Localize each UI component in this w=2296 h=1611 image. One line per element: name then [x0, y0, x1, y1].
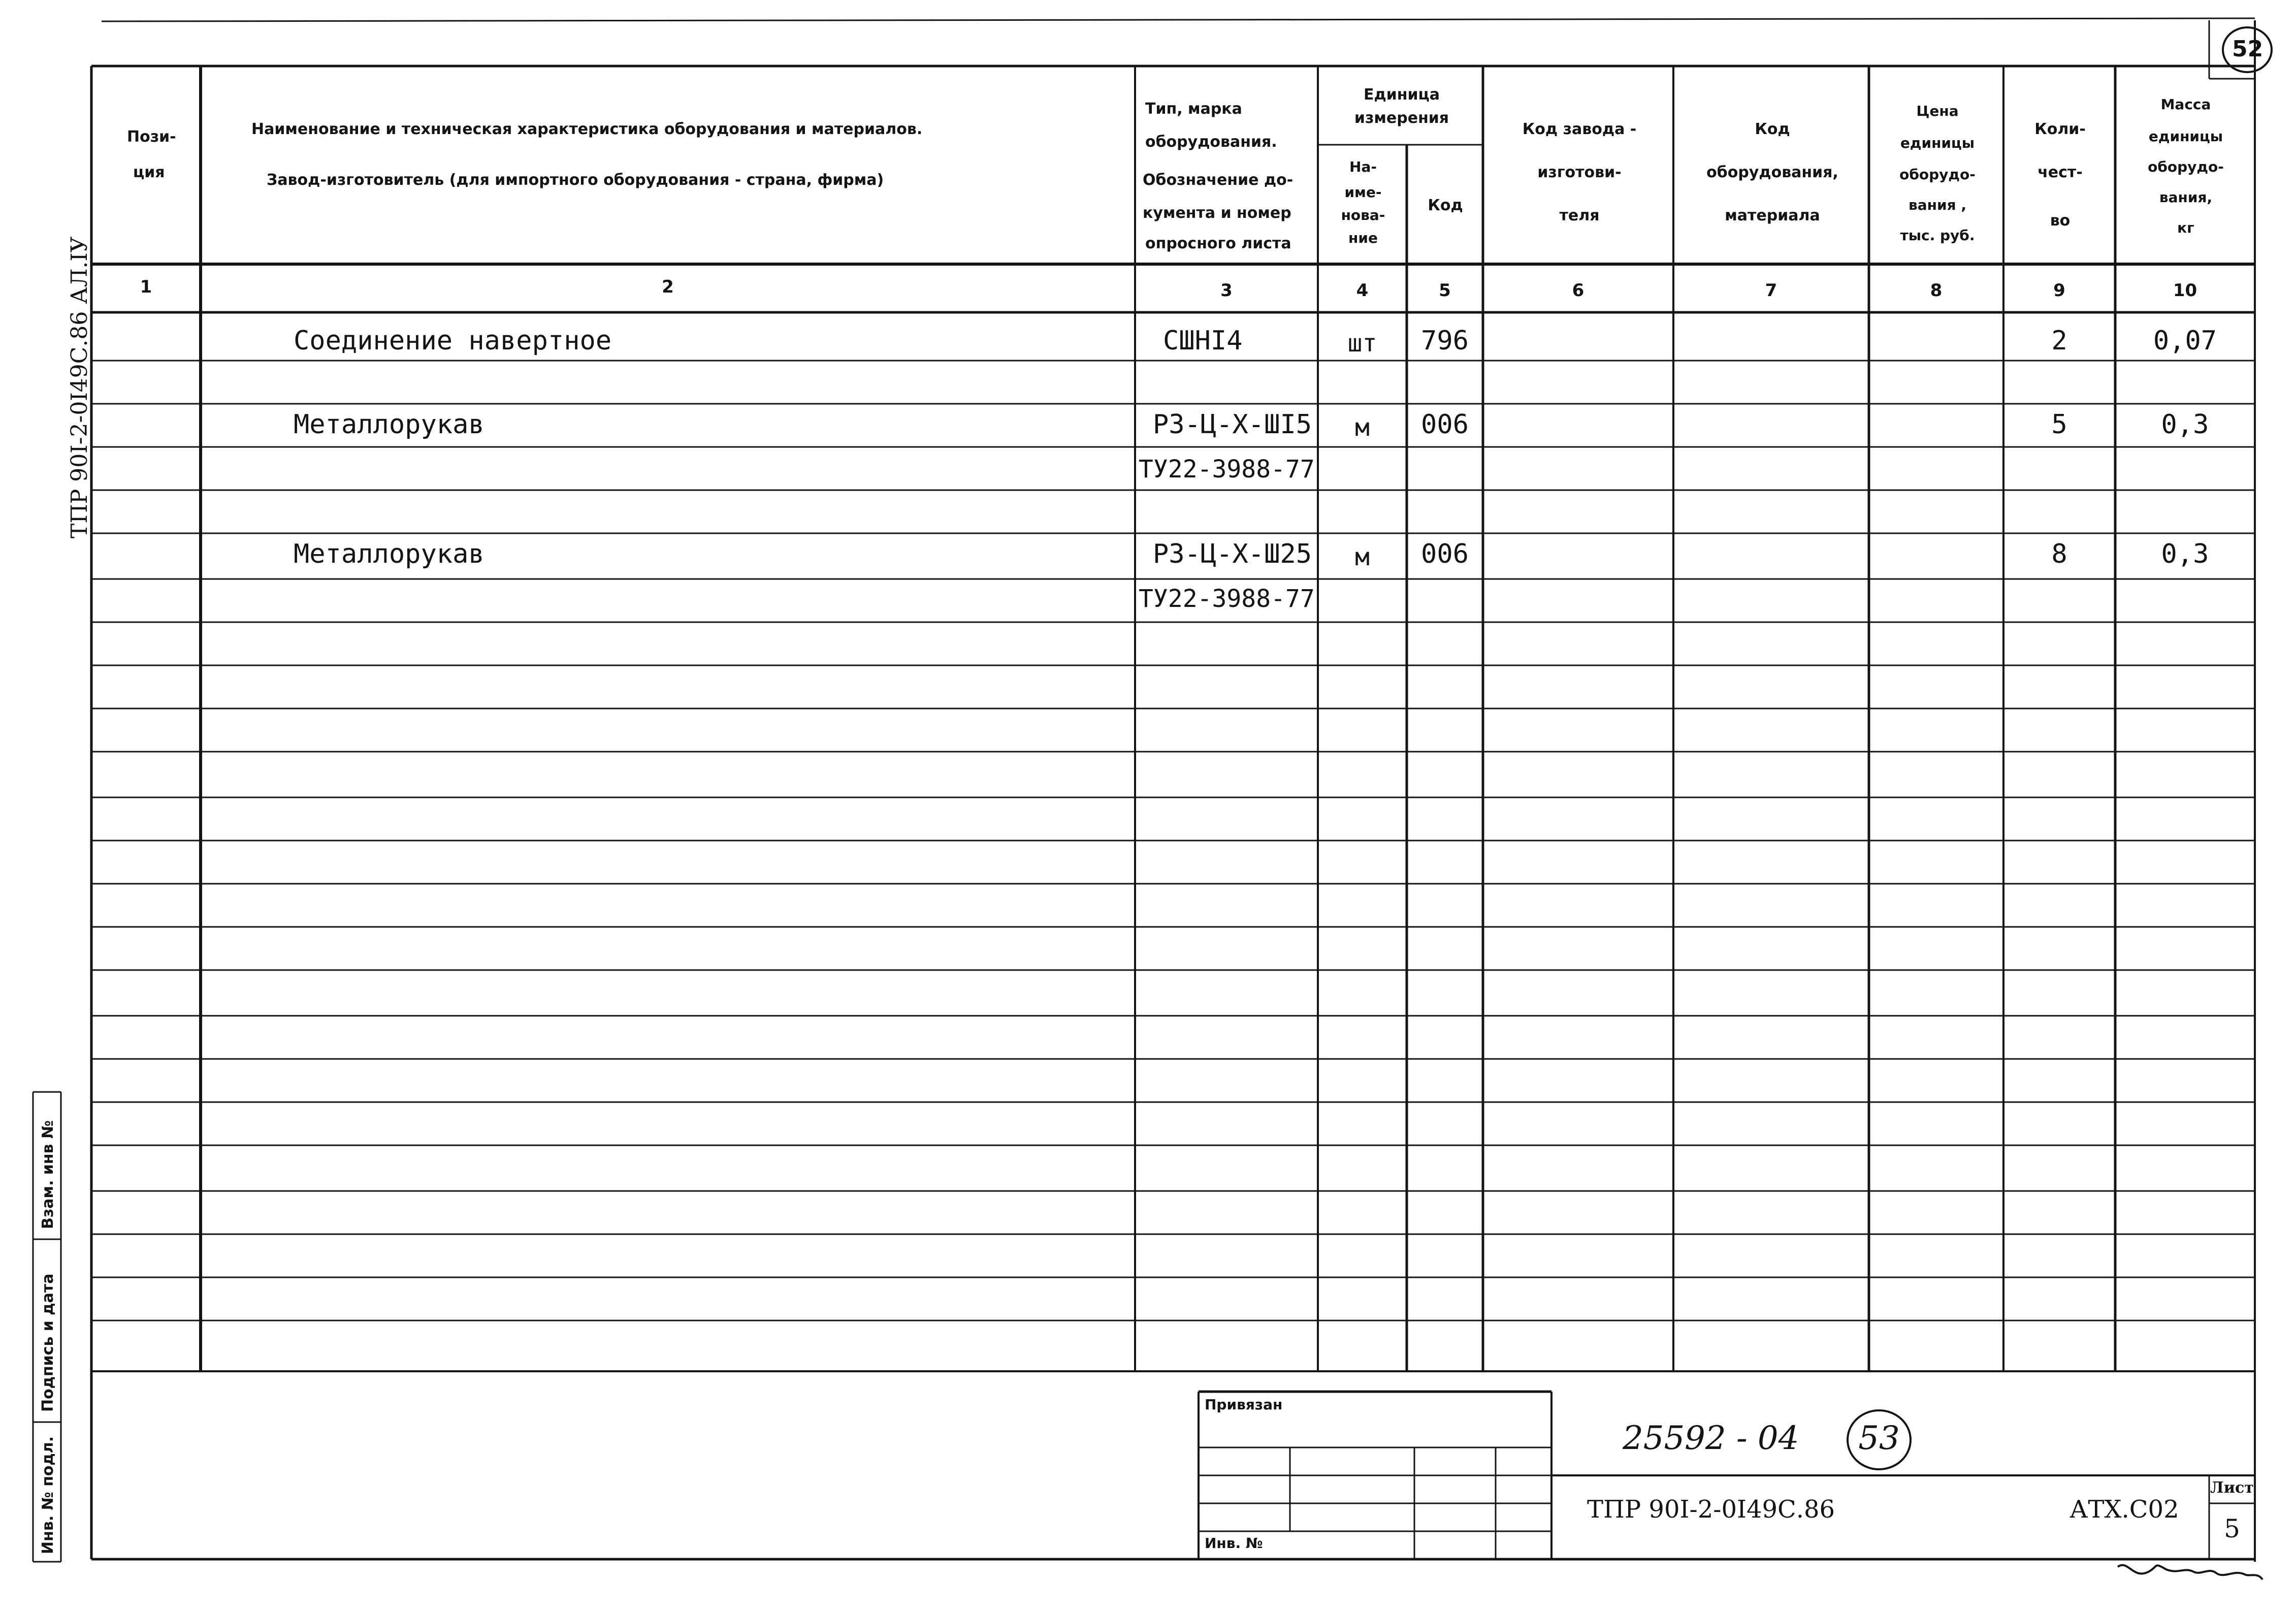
column-number-10: 10	[2173, 280, 2197, 301]
title-sheet-value: 5	[2224, 1514, 2240, 1543]
column-number-3: 3	[1220, 280, 1233, 301]
header-plant-code-2: изготови-	[1537, 164, 1622, 181]
header-type-2: оборудования.	[1145, 133, 1277, 151]
header-unit-code: Код	[1428, 197, 1463, 214]
header-price-3: оборудо-	[1899, 166, 1976, 183]
header-price-2: единицы	[1900, 135, 1975, 151]
row-1-name: Соединение навертное	[294, 326, 612, 356]
sheet-number-top: 52	[2232, 36, 2263, 62]
row-3-mass: 0,3	[2161, 539, 2209, 569]
header-type-3: Обозначение до-	[1143, 171, 1293, 189]
handwritten-archive-number: 25592 - 04	[1623, 1420, 1799, 1457]
header-type-5: опросного листа	[1145, 235, 1291, 252]
header-unit-name-4: ние	[1348, 230, 1378, 246]
header-name-line1: Наименование и техническая характеристика оборудования и материалов.	[251, 120, 923, 138]
column-number-1: 1	[140, 277, 152, 297]
header-price-1: Цена	[1916, 103, 1959, 119]
header-mass-2: единицы	[2148, 128, 2223, 145]
header-type-1: Тип, марка	[1145, 100, 1242, 118]
circled-number: 53	[1858, 1420, 1900, 1457]
header-mass-3: оборудо-	[2148, 158, 2224, 175]
header-plant-code-3: теля	[1559, 207, 1600, 224]
header-equip-code-3: материала	[1725, 207, 1820, 224]
row-3-type: РЗ-Ц-Х-Ш25	[1153, 539, 1312, 569]
row-1-code: 796	[1421, 326, 1469, 356]
header-unit-1: Единица	[1364, 86, 1440, 104]
row-2-mass: 0,3	[2161, 409, 2209, 440]
row-2-qty: 5	[2051, 409, 2067, 440]
column-number-2: 2	[662, 277, 674, 297]
header-qty-1: Коли-	[2034, 120, 2086, 138]
header-qty-3: во	[2050, 212, 2071, 230]
header-unit-2: измерения	[1354, 109, 1449, 127]
header-unit-name-1: На-	[1349, 158, 1377, 175]
row-1-unit: шт	[1347, 329, 1377, 358]
header-type-4: кумента и номер	[1143, 204, 1291, 222]
row-1-type: СШНI4	[1163, 326, 1243, 356]
stamp-replace-inv: Взам. инв №	[39, 1120, 57, 1229]
row-2-unit: м	[1355, 413, 1370, 442]
stamp-signature-date: Подпись и дата	[39, 1273, 57, 1412]
row-3-unit: м	[1355, 543, 1370, 571]
column-number-9: 9	[2053, 280, 2065, 301]
header-equip-code-1: Код	[1755, 120, 1790, 138]
header-mass-1: Масса	[2160, 96, 2211, 113]
header-mass-5: кг	[2177, 219, 2194, 236]
header-mass-4: вания,	[2159, 189, 2213, 206]
header-plant-code-1: Код завода -	[1522, 120, 1637, 138]
column-number-4: 4	[1356, 280, 1369, 301]
title-sheet-label: Лист	[2210, 1479, 2254, 1497]
column-number-5: 5	[1439, 280, 1451, 301]
row-2-type: РЗ-Ц-Х-ШI5	[1153, 409, 1312, 440]
title-privyazan: Привязан	[1205, 1396, 1283, 1413]
row-3-qty: 8	[2051, 539, 2067, 569]
header-unit-name-3: нова-	[1341, 207, 1385, 223]
row-2-type-doc: ТУ22-3988-77	[1139, 455, 1315, 484]
header-unit-name-2: име-	[1344, 184, 1382, 201]
title-doc-code: АТХ.С02	[2069, 1495, 2179, 1524]
column-number-8: 8	[1930, 280, 1943, 301]
header-pos-2: ция	[133, 164, 165, 181]
header-price-5: тыс. руб.	[1900, 227, 1975, 244]
header-price-4: вания ,	[1909, 197, 1966, 213]
header-pos-1: Пози-	[127, 128, 176, 146]
header-equip-code-2: оборудования,	[1706, 164, 1838, 181]
column-number-7: 7	[1765, 280, 1777, 301]
row-2-name: Металлорукав	[294, 409, 484, 440]
row-3-name: Металлорукав	[294, 539, 484, 569]
title-project-code: ТПР 90I-2-0I49С.86	[1587, 1495, 1835, 1524]
column-number-6: 6	[1572, 280, 1584, 301]
row-1-mass: 0,07	[2153, 326, 2217, 356]
header-name-line2: Завод-изготовитель (для импортного оборудования - страна, фирма)	[267, 171, 884, 189]
title-inv: Инв. №	[1205, 1535, 1263, 1552]
row-3-code: 006	[1421, 539, 1469, 569]
row-3-type-doc: ТУ22-3988-77	[1139, 585, 1315, 613]
row-2-code: 006	[1421, 409, 1469, 440]
stamp-inv-original: Инв. № подл.	[39, 1436, 57, 1554]
side-document-code: ТПР 90I-2-0I49С.86 АЛ.IУ	[67, 236, 92, 538]
row-1-qty: 2	[2051, 326, 2067, 356]
header-qty-2: чест-	[2038, 164, 2083, 181]
